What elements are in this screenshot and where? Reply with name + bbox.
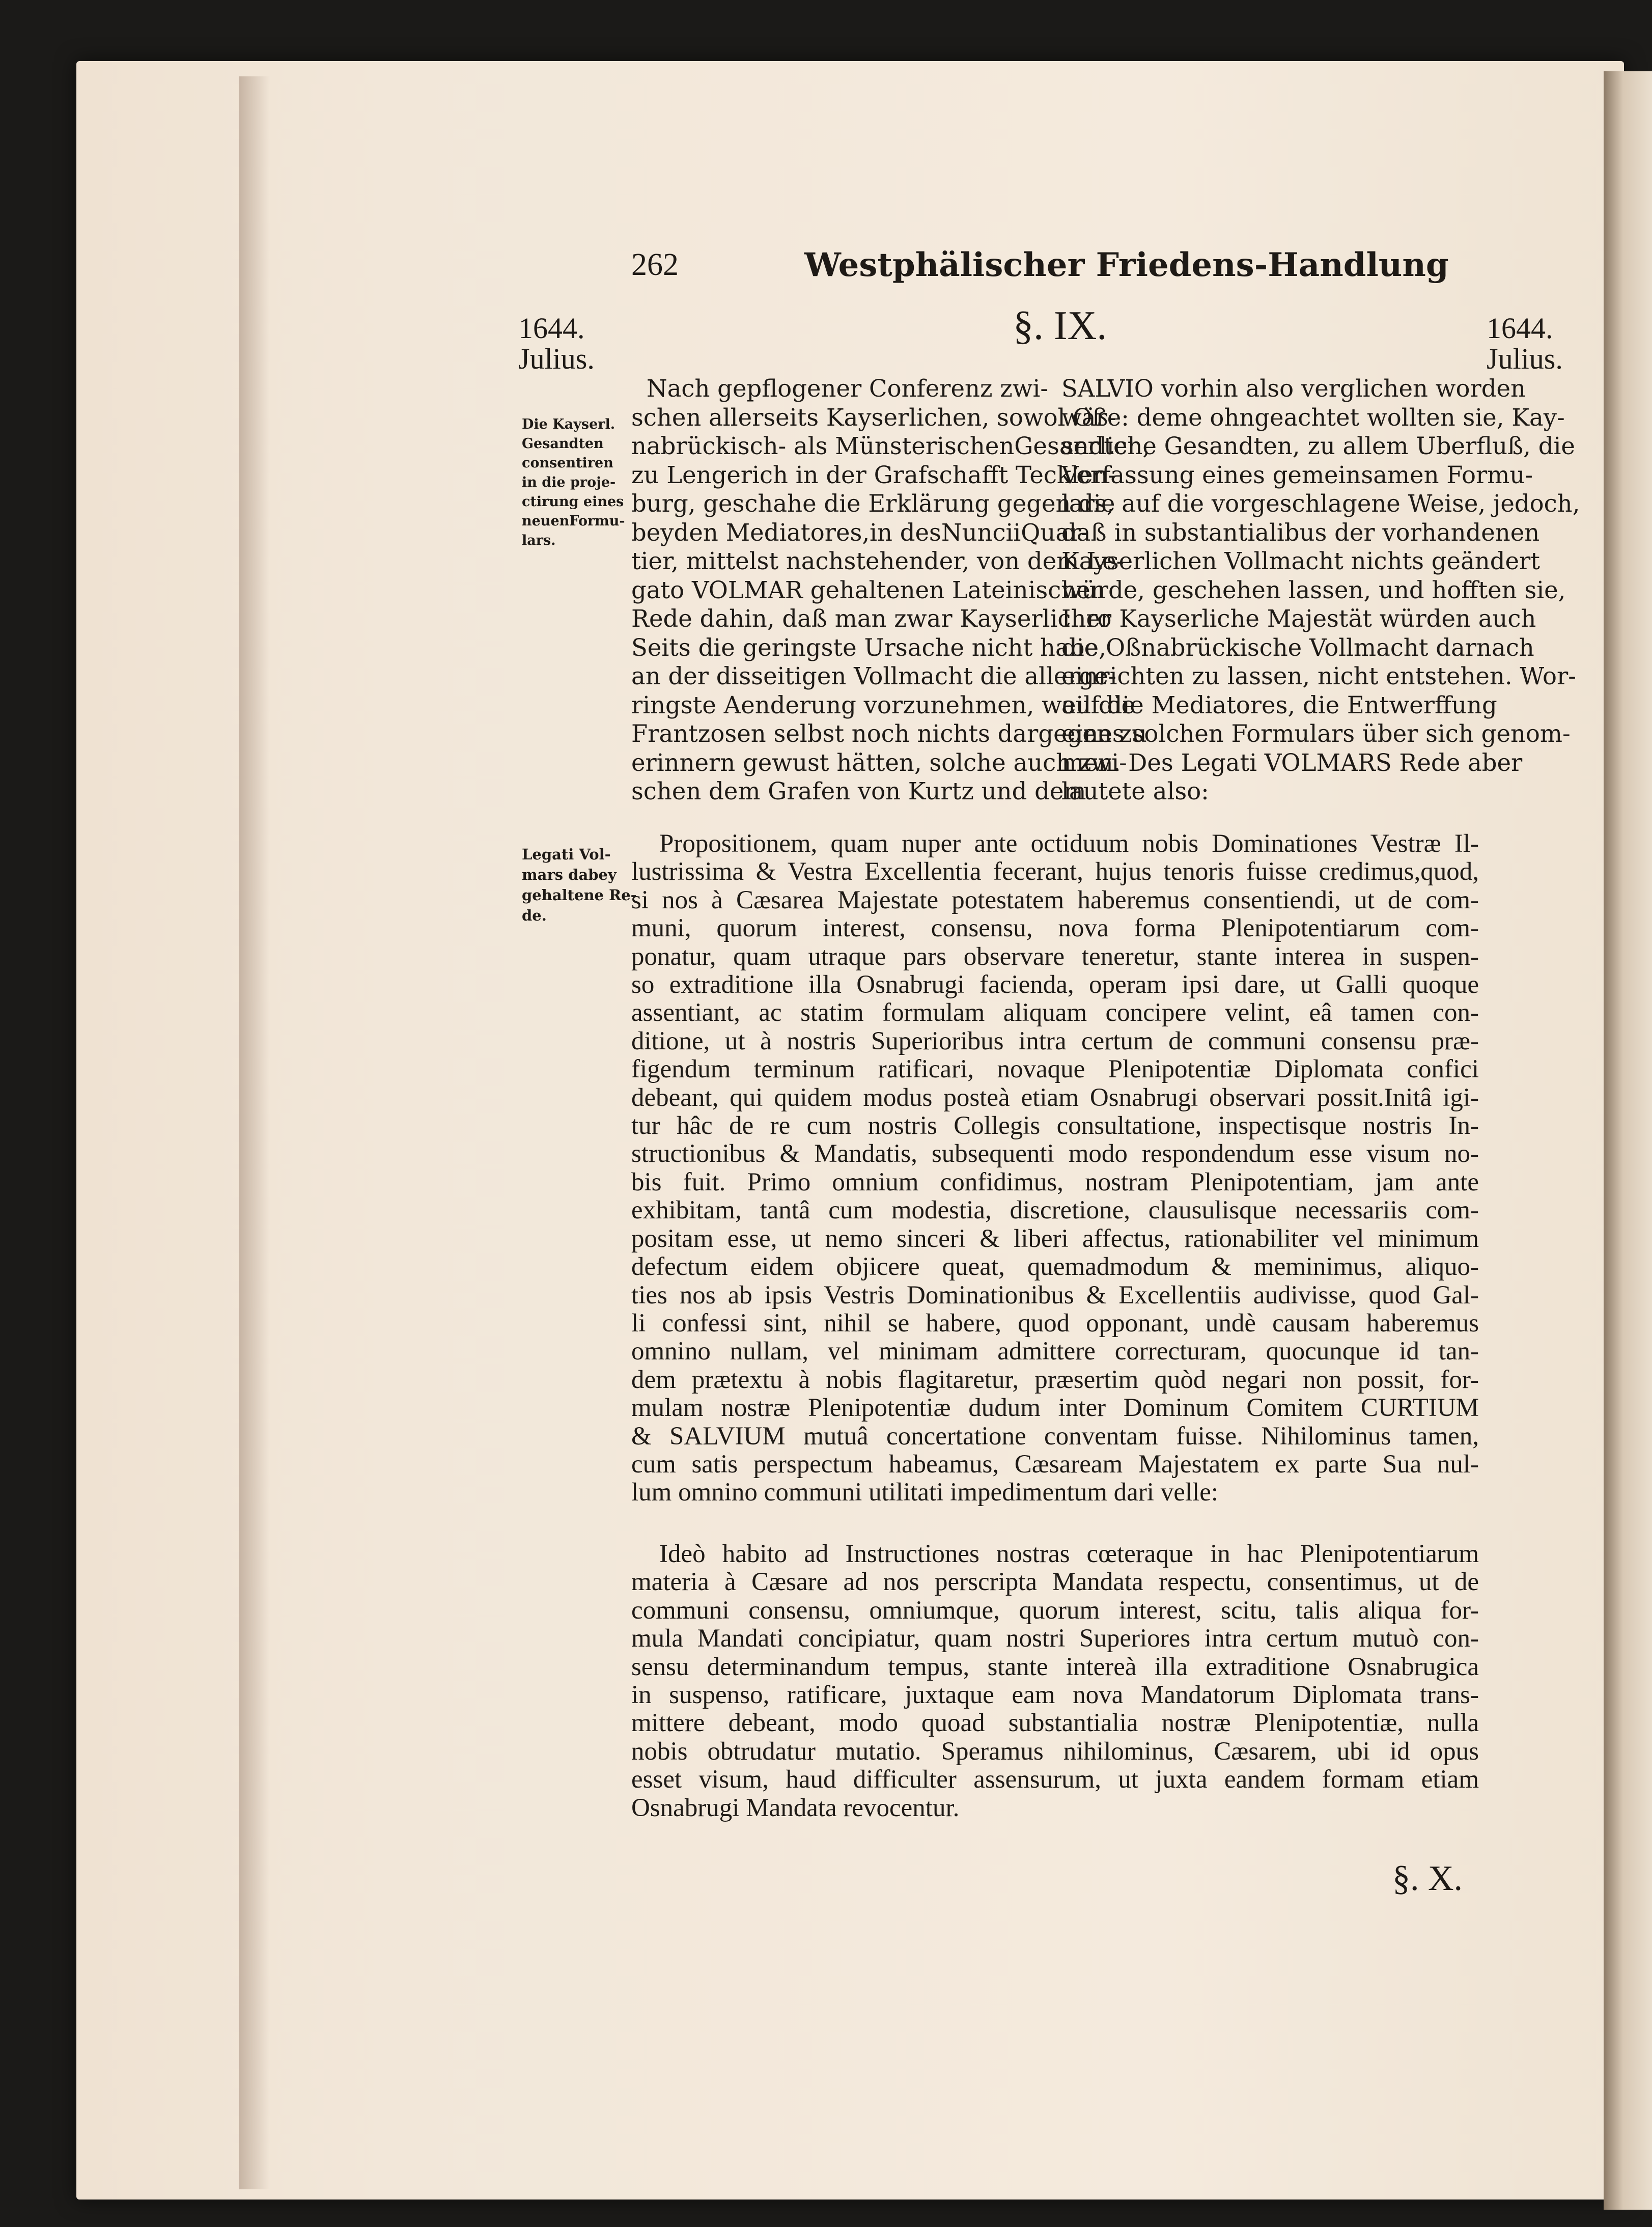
text-line: lautete also: (1061, 777, 1209, 805)
text-line: dem prætextu à nobis flagitaretur, præsertim quòd negari non possit, for- (631, 1365, 1479, 1394)
text-line: muni, quorum interest, consensu, nova forma Plenipotentiarum com- (631, 914, 1479, 943)
margin-note-line: de. (522, 907, 547, 924)
text-line: sensu determinandum tempus, stante intereà illa extraditione Osnabrugica (631, 1652, 1479, 1681)
text-line: cum satis perspectum habeamus, Cæsaream Majestatem ex parte Sua nul- (631, 1450, 1479, 1479)
year-right-month: Julius. (1487, 342, 1563, 375)
text-line: debeant, qui quidem modus posteà etiam Osnabrugi observari possit.Initâ igi- (631, 1083, 1479, 1112)
text-line: eines solchen Formulars über sich genom- (1061, 720, 1571, 747)
text-line: ringste Aenderung vorzunehmen, weil die (631, 691, 1136, 719)
page-number: 262 (631, 247, 679, 282)
text-line: Kayserlichen Vollmacht nichts geändert (1061, 547, 1540, 575)
text-line: lustrissima & Vestra Excellentia fecerant, hujus tenoris fuisse credimus,quod, (631, 857, 1479, 886)
text-line: erinnern gewust hätten, solche auch zwi- (631, 748, 1127, 776)
text-line: nobis obtrudatur mutatio. Speramus nihilominus, Cæsarem, ubi id opus (631, 1737, 1479, 1766)
text-line: Nach gepflogener Conferenz zwi- (647, 375, 1049, 402)
latin-paragraph-2 (631, 1540, 1479, 1822)
margin-note-line: Legati Vol- (522, 846, 611, 863)
text-line: lars, auf die vorgeschlagene Weise, jedoch, (1061, 490, 1580, 517)
text-line: Verfassung eines gemeinsamen Formu- (1061, 461, 1533, 489)
text-line: ditione, ut à nostris Superioribus intra certum de communi consensu præ- (631, 1026, 1479, 1055)
text-line: mula Mandati concipiatur, quam nostri Superiores intra certum mutuò con- (631, 1624, 1479, 1653)
text-line: men. Des Legati VOLMARS Rede aber (1061, 748, 1523, 776)
text-line: positam esse, ut nemo sinceri & liberi affectus, rationabiliter vel minimum (631, 1224, 1479, 1253)
text-line: burg, geschahe die Erklärung gegen die (631, 490, 1115, 517)
text-line: Ideò habito ad Instructiones nostras cœteraque in hac Plenipotentiarum (659, 1540, 1479, 1568)
text-line: Propositionem, quam nuper ante octiduum nobis Dominationes Vestræ Il- (659, 829, 1479, 858)
margin-note-line: neuenFormu- (522, 513, 625, 529)
margin-note-line: lars. (522, 533, 556, 548)
text-line: nabrückisch- als MünsterischenGesandten, (631, 432, 1151, 460)
text-line: Osnabrugi Mandata revocentur. (631, 1793, 960, 1822)
text-line: Seits die geringste Ursache nicht habe, (631, 633, 1106, 661)
text-line: bis fuit. Primo omnium confidimus, nostram Plenipotentiam, jam ante (631, 1167, 1479, 1196)
latin-paragraph-1 (631, 830, 1479, 1507)
text-line: an der disseitigen Vollmacht die allerge- (631, 662, 1116, 690)
section-heading: §. IX. (1013, 303, 1107, 348)
text-line: in suspenso, ratificare, juxtaque eam nova Mandatorum Diplomata trans- (631, 1681, 1479, 1710)
margin-note-line: consentiren (522, 455, 613, 471)
margin-note-consent (522, 415, 625, 550)
text-line: ties nos ab ipsis Vestris Dominationibus & Excellentiis audivisse, quod Gal- (631, 1280, 1479, 1310)
text-line: esset visum, haud difficulter assensurum, ut juxta eandem formam etiam (631, 1765, 1479, 1794)
margin-note-line: gehaltene Re- (522, 886, 637, 904)
text-line: Ihro Kayserliche Majestät würden auch (1061, 605, 1536, 632)
text-line: SALVIO vorhin also verglichen worden (1061, 375, 1526, 402)
year-left (518, 313, 595, 374)
text-line: so extraditione illa Osnabrugi facienda, operam ipsi dare, ut Galli quoque (631, 970, 1479, 999)
text-line: mulam nostræ Plenipotentiæ dudum inter Dominum Comitem CURTIUM (631, 1394, 1479, 1423)
text-line: tur hâc de re cum nostris Collegis consultatione, inspectisque nostris In- (631, 1111, 1479, 1140)
text-line: defectum eidem objicere queat, quemadmodum & meminimus, aliquo- (631, 1252, 1479, 1282)
text-line: & SALVIUM mutuâ concertatione conventam fuisse. Nihilominus tamen, (631, 1422, 1479, 1451)
text-line: gato VOLMAR gehaltenen Lateinischen (631, 576, 1106, 604)
margin-note-line: mars dabey (522, 866, 617, 883)
text-line: li confessi sint, nihil se habere, quod opponant, undè causam haberemus (631, 1309, 1479, 1338)
text-line: communi consensu, omniumque, quorum interest, scitu, talis aliqua for- (631, 1596, 1479, 1625)
text-line: zu Lengerich in der Grafschafft Tecklen- (631, 461, 1116, 489)
margin-note-line: ctirung eines (522, 494, 624, 510)
year-left-year: 1644. (518, 312, 585, 345)
text-line: daß in substantialibus der vorhandenen (1061, 518, 1540, 546)
text-line: tier, mittelst nachstehender, von dem Le- (631, 547, 1125, 575)
text-line: die Oßnabrückische Vollmacht darnach (1061, 633, 1534, 661)
text-line: mittere debeant, modo quoad substantialia nostræ Plenipotentiæ, nulla (631, 1709, 1479, 1738)
text-line: beyden Mediatores,in desNunciiQuar- (631, 518, 1089, 546)
year-right (1487, 313, 1563, 374)
text-line: schen dem Grafen von Kurtz und dem (631, 777, 1086, 805)
text-line: assentiant, ac statim formulam aliquam concipere velint, eâ tamen con- (631, 998, 1479, 1027)
year-right-year: 1644. (1487, 312, 1553, 345)
text-line: wäre: deme ohngeachtet wollten sie, Kay- (1061, 403, 1565, 431)
text-line: auf die Mediatores, die Entwerffung (1061, 691, 1497, 719)
margin-note-line: in die proje- (522, 475, 616, 490)
text-line: Frantzosen selbst noch nichts dargegen zu (631, 720, 1147, 747)
text-line: schen allerseits Kayserlichen, sowol Oß- (631, 403, 1116, 431)
gutter-shadow (239, 76, 270, 2189)
text-line: exhibitam, tantâ cum modestia, discretione, clausulisque necessariis com- (631, 1196, 1479, 1225)
text-line: serliche Gesandten, zu allem Uberfluß, die (1061, 432, 1575, 460)
text-line: Rede dahin, daß man zwar Kayserlicher (631, 605, 1112, 632)
margin-note-line: Gesandten (522, 436, 604, 452)
text-line: lum omnino communi utilitati impedimentum dari velle: (631, 1478, 1219, 1507)
margin-note-speech (522, 844, 637, 926)
text-line: materia à Cæsare ad nos perscripta Mandata respectu, consentimus, ut de (631, 1568, 1479, 1597)
text-line: omnino nullam, vel minimam admittere correcturam, quocunque id tan- (631, 1337, 1479, 1366)
margin-note-line: Die Kayserl. (522, 416, 615, 432)
running-title: Westphälischer Friedens-Handlung (804, 246, 1449, 284)
text-line: ponatur, quam utraque pars observare teneretur, stante interea in suspen- (631, 942, 1479, 971)
column-right (1061, 374, 1580, 806)
text-line: einrichten zu lassen, nicht entstehen. Wor- (1061, 662, 1576, 690)
catchword: §. X. (1392, 1859, 1463, 1898)
year-left-month: Julius. (518, 342, 595, 375)
text-line: figendum terminum ratificari, novaque Plenipotentiæ Diplomata confici (631, 1055, 1479, 1084)
text-line: si nos à Cæsarea Majestate potestatem haberemus consentiendi, ut de com- (631, 885, 1479, 914)
text-line: würde, geschehen lassen, und hofften sie, (1061, 576, 1566, 604)
facing-page-edge (1604, 71, 1652, 2210)
text-line: structionibus & Mandatis, subsequenti modo respondendum esse visum no- (631, 1139, 1479, 1168)
